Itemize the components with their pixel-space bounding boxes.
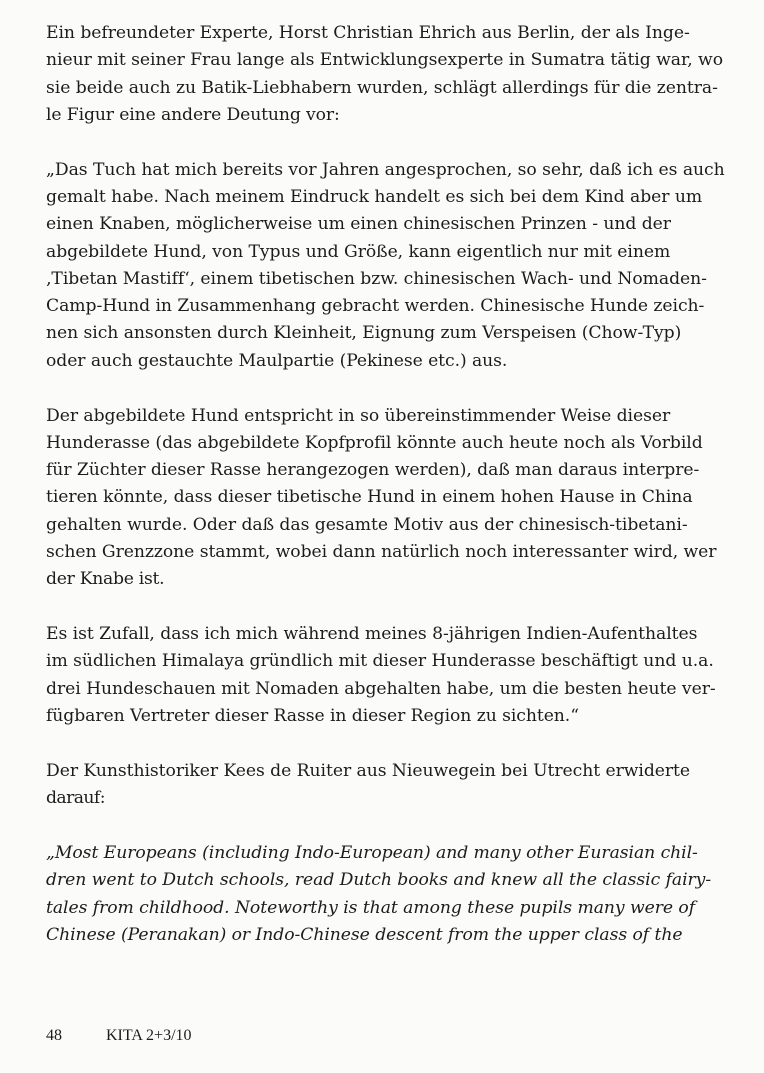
paragraph-gap: [46, 812, 736, 840]
publication-label: KITA 2+3/10: [106, 1027, 192, 1044]
text-line: „Most Europeans (including Indo-European) and many other Eurasian chil-: [46, 842, 698, 863]
paragraph-gap: [46, 730, 736, 758]
paragraph-de-ruiter: [46, 758, 736, 813]
text-line: drei Hundeschauen mit Nomaden abgehalten habe, um die besten heute ver-: [46, 678, 716, 699]
text-line: Der Kunsthistoriker Kees de Ruiter aus Nieuwegein bei Utrecht erwiderte: [46, 760, 691, 781]
text-line: nieur mit seiner Frau lange als Entwicklungsexperte in Sumatra tätig war, wo: [46, 50, 724, 71]
text-line: Ein befreundeter Experte, Horst Christian Ehrich aus Berlin, der als Inge-: [46, 23, 690, 43]
paragraph-ehrich-quote: [46, 157, 736, 375]
text-line: nen sich ansonsten durch Kleinheit, Eignung zum Verspeisen (Chow-Typ): [46, 323, 682, 344]
text-line: dren went to Dutch schools, read Dutch books and knew all the classic fairy-: [46, 870, 712, 891]
text-line: darauf:: [46, 788, 105, 809]
text-line: abgebildete Hund, von Typus und Größe, kann eigentlich nur mit einem: [46, 241, 671, 262]
text-line: der Knabe ist.: [46, 569, 165, 590]
paragraph-himalaya: [46, 621, 736, 730]
text-line: fügbaren Vertreter dieser Rasse in dieser Region zu sichten.“: [46, 706, 579, 727]
text-line: tales from childhood. Noteworthy is that among these pupils many were of: [46, 897, 696, 918]
paragraph-gap: [46, 129, 736, 157]
text-line: gemalt habe. Nach meinem Eindruck handelt es sich bei dem Kind aber um: [46, 186, 703, 207]
text-line: einen Knaben, möglicherweise um einen chinesischen Prinzen - und der: [46, 214, 671, 235]
text-line: für Züchter dieser Rasse herangezogen werden), daß man daraus interpre-: [46, 460, 700, 481]
paragraph-dog-breed: [46, 403, 736, 594]
paragraph-intro: [46, 20, 736, 129]
page-body: [46, 20, 736, 949]
text-line: schen Grenzzone stammt, wobei dann natürlich noch interessanter wird, wer: [46, 542, 717, 563]
text-line: Der abgebildete Hund entspricht in so übereinstimmender Weise dieser: [46, 405, 671, 426]
text-line: gehalten wurde. Oder daß das gesamte Motiv aus der chinesisch-tibetani-: [46, 514, 688, 535]
paragraph-gap: [46, 594, 736, 622]
text-line: Es ist Zufall, dass ich mich während meines 8-jährigen Indien-Aufenthaltes: [46, 624, 698, 645]
text-line: „Das Tuch hat mich bereits vor Jahren angesprochen, so sehr, daß ich es auch: [46, 159, 725, 180]
text-line: oder auch gestauchte Maulpartie (Pekinese etc.) aus.: [46, 350, 508, 371]
text-line: sie beide auch zu Batik-Liebhabern wurden, schlägt allerdings für die zentra-: [46, 77, 718, 98]
text-line: im südlichen Himalaya gründlich mit dieser Hunderasse beschäftigt und u.a.: [46, 651, 714, 672]
text-line: le Figur eine andere Deutung vor:: [46, 104, 340, 125]
text-line: ‚Tibetan Mastiff‘, einem tibetischen bzw. chinesischen Wach- und Nomaden-: [46, 268, 707, 289]
page-number: 48: [46, 1027, 62, 1044]
text-line: Camp-Hund in Zusammenhang gebracht werden. Chinesische Hunde zeich-: [46, 296, 705, 317]
text-line: tieren könnte, dass dieser tibetische Hund in einem hohen Hause in China: [46, 487, 693, 508]
text-line: Hunderasse (das abgebildete Kopfprofil könnte auch heute noch als Vorbild: [46, 432, 703, 453]
paragraph-english-quote: [46, 840, 736, 949]
paragraph-gap: [46, 375, 736, 403]
page-footer: [46, 1027, 192, 1045]
text-line: Chinese (Peranakan) or Indo-Chinese descent from the upper class of the: [46, 924, 683, 945]
